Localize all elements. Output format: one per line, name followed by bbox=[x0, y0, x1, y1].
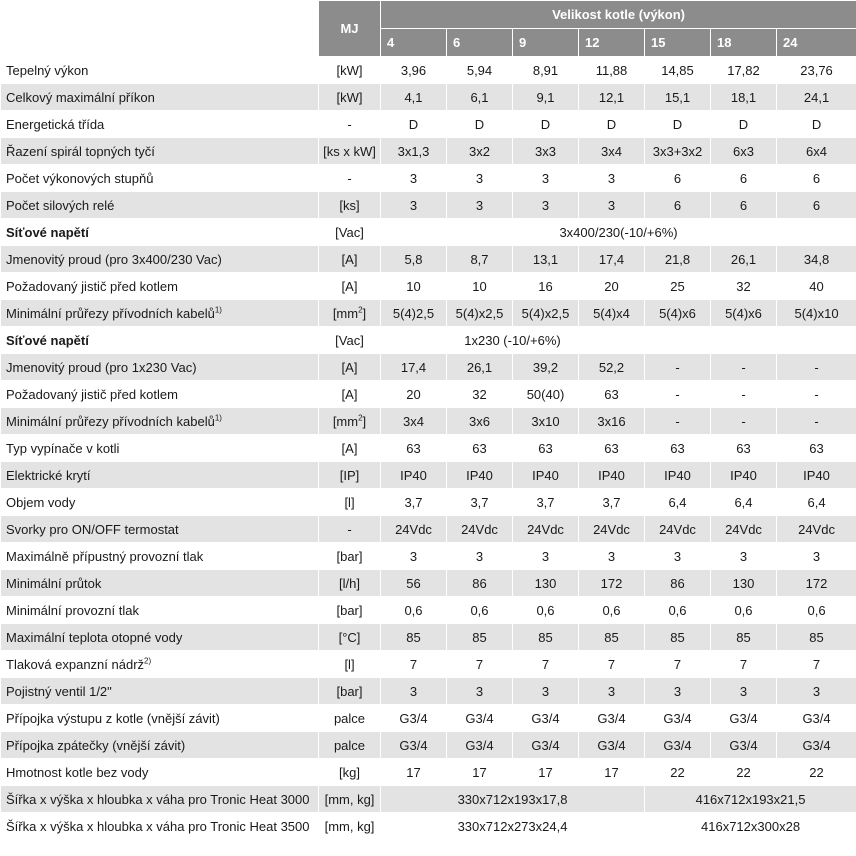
value-cell: 6x3 bbox=[711, 138, 777, 165]
value-cell: 3 bbox=[447, 543, 513, 570]
value-cell: 63 bbox=[513, 435, 579, 462]
table-body bbox=[1, 57, 856, 840]
unit-cell: [ks x kW] bbox=[319, 138, 381, 165]
parameter-name: Jmenovitý proud (pro 1x230 Vac) bbox=[1, 354, 319, 381]
value-cell: 3 bbox=[579, 165, 645, 192]
table-row bbox=[1, 57, 856, 84]
value-cell: G3/4 bbox=[579, 732, 645, 759]
table-row bbox=[1, 192, 856, 219]
value-cell: 18,1 bbox=[711, 84, 777, 111]
value-cell: 3 bbox=[711, 543, 777, 570]
value-cell: 6 bbox=[711, 192, 777, 219]
parameter-name: Energetická třída bbox=[1, 111, 319, 138]
value-cell: D bbox=[513, 111, 579, 138]
value-cell: 7 bbox=[447, 651, 513, 678]
value-cell: 15,1 bbox=[645, 84, 711, 111]
value-cell: 130 bbox=[513, 570, 579, 597]
value-cell: 3,7 bbox=[447, 489, 513, 516]
header-size: 15 bbox=[645, 29, 711, 57]
value-cell: 3 bbox=[513, 543, 579, 570]
value-cell: 24Vdc bbox=[777, 516, 856, 543]
value-cell: 3 bbox=[447, 678, 513, 705]
unit-cell: [bar] bbox=[319, 543, 381, 570]
table-row bbox=[1, 246, 856, 273]
value-cell: 0,6 bbox=[447, 597, 513, 624]
table-row bbox=[1, 111, 856, 138]
footnote-mark: 1) bbox=[214, 413, 222, 423]
value-cell: 3x6 bbox=[447, 408, 513, 435]
table-row bbox=[1, 219, 856, 246]
value-cell: 20 bbox=[381, 381, 447, 408]
unit-cell: [A] bbox=[319, 273, 381, 300]
table-row bbox=[1, 84, 856, 111]
table-row bbox=[1, 273, 856, 300]
value-cell: G3/4 bbox=[711, 732, 777, 759]
value-cell: 3 bbox=[579, 678, 645, 705]
value-cell: G3/4 bbox=[777, 732, 856, 759]
unit-cell: [bar] bbox=[319, 597, 381, 624]
value-cell: G3/4 bbox=[513, 705, 579, 732]
value-cell: 3 bbox=[711, 678, 777, 705]
value-cell: 0,6 bbox=[381, 597, 447, 624]
table-header bbox=[1, 1, 856, 57]
value-cell: 3 bbox=[579, 543, 645, 570]
value-cell: 12,1 bbox=[579, 84, 645, 111]
value-cell: 0,6 bbox=[777, 597, 856, 624]
value-cell: 63 bbox=[447, 435, 513, 462]
value-cell: 50(40) bbox=[513, 381, 579, 408]
merged-value-cell: 416x712x193x21,5 bbox=[645, 786, 856, 813]
unit-cell: [mm, kg] bbox=[319, 813, 381, 840]
value-cell: 14,85 bbox=[645, 57, 711, 84]
table-row bbox=[1, 300, 856, 327]
header-size: 12 bbox=[579, 29, 645, 57]
unit-cell: [Vac] bbox=[319, 219, 381, 246]
value-cell: 26,1 bbox=[711, 246, 777, 273]
parameter-name: Objem vody bbox=[1, 489, 319, 516]
unit-cell: [l] bbox=[319, 651, 381, 678]
value-cell: 23,76 bbox=[777, 57, 856, 84]
value-cell: 26,1 bbox=[447, 354, 513, 381]
parameter-name: Šířka x výška x hloubka x váha pro Tronic Heat 3500 bbox=[1, 813, 319, 840]
value-cell: 3 bbox=[513, 192, 579, 219]
parameter-name: Tepelný výkon bbox=[1, 57, 319, 84]
value-cell: 5(4)x6 bbox=[645, 300, 711, 327]
value-cell: D bbox=[381, 111, 447, 138]
value-cell: 63 bbox=[579, 381, 645, 408]
table-row bbox=[1, 732, 856, 759]
value-cell: 22 bbox=[711, 759, 777, 786]
value-cell: 85 bbox=[711, 624, 777, 651]
value-cell: 10 bbox=[381, 273, 447, 300]
header-mj: MJ bbox=[319, 1, 381, 57]
value-cell: IP40 bbox=[645, 462, 711, 489]
table-row bbox=[1, 489, 856, 516]
value-cell: - bbox=[645, 381, 711, 408]
footnote-mark: 2) bbox=[144, 656, 152, 666]
value-cell: 63 bbox=[777, 435, 856, 462]
parameter-name: Šířka x výška x hloubka x váha pro Tronic Heat 3000 bbox=[1, 786, 319, 813]
unit-cell: palce bbox=[319, 732, 381, 759]
value-cell: 5,8 bbox=[381, 246, 447, 273]
value-cell: 3 bbox=[381, 678, 447, 705]
value-cell: 17 bbox=[579, 759, 645, 786]
value-cell: - bbox=[645, 354, 711, 381]
parameter-name: Síťové napětí bbox=[1, 219, 319, 246]
value-cell: 5(4)x4 bbox=[579, 300, 645, 327]
unit-cell: [A] bbox=[319, 435, 381, 462]
value-cell: 32 bbox=[711, 273, 777, 300]
value-cell: 32 bbox=[447, 381, 513, 408]
table-row bbox=[1, 327, 856, 354]
value-cell: IP40 bbox=[777, 462, 856, 489]
parameter-name: Počet silových relé bbox=[1, 192, 319, 219]
parameter-name: Přípojka výstupu z kotle (vnější závit) bbox=[1, 705, 319, 732]
value-cell: 6,4 bbox=[711, 489, 777, 516]
unit-cell: [kg] bbox=[319, 759, 381, 786]
value-cell: 3x3+3x2 bbox=[645, 138, 711, 165]
value-cell: 85 bbox=[513, 624, 579, 651]
value-cell: 21,8 bbox=[645, 246, 711, 273]
parameter-name: Požadovaný jistič před kotlem bbox=[1, 273, 319, 300]
value-cell: 130 bbox=[711, 570, 777, 597]
merged-value-cell: 1x230 (-10/+6%) bbox=[381, 327, 645, 354]
value-cell: 24Vdc bbox=[447, 516, 513, 543]
table-row bbox=[1, 462, 856, 489]
value-cell: 6 bbox=[777, 192, 856, 219]
value-cell: G3/4 bbox=[777, 705, 856, 732]
parameter-name: Svorky pro ON/OFF termostat bbox=[1, 516, 319, 543]
value-cell: 6,4 bbox=[645, 489, 711, 516]
table-row bbox=[1, 624, 856, 651]
value-cell: D bbox=[777, 111, 856, 138]
value-cell: 86 bbox=[645, 570, 711, 597]
unit-cell: palce bbox=[319, 705, 381, 732]
value-cell: 3 bbox=[381, 192, 447, 219]
value-cell: 13,1 bbox=[513, 246, 579, 273]
table-row bbox=[1, 138, 856, 165]
value-cell: 22 bbox=[777, 759, 856, 786]
value-cell: 63 bbox=[645, 435, 711, 462]
value-cell: 3 bbox=[447, 192, 513, 219]
value-cell: 22 bbox=[645, 759, 711, 786]
value-cell: 5(4)x10 bbox=[777, 300, 856, 327]
value-cell: 6 bbox=[777, 165, 856, 192]
table-row bbox=[1, 786, 856, 813]
value-cell: 3 bbox=[777, 678, 856, 705]
header-size: 4 bbox=[381, 29, 447, 57]
parameter-name: Pojistný ventil 1/2" bbox=[1, 678, 319, 705]
value-cell: 24Vdc bbox=[381, 516, 447, 543]
merged-value-cell: 3x400/230(-10/+6%) bbox=[381, 219, 856, 246]
value-cell: 5(4)x6 bbox=[711, 300, 777, 327]
footnote-mark: 1) bbox=[214, 305, 222, 315]
table-row bbox=[1, 813, 856, 840]
value-cell: 3x16 bbox=[579, 408, 645, 435]
value-cell: 24Vdc bbox=[579, 516, 645, 543]
unit-cell: [°C] bbox=[319, 624, 381, 651]
table-row bbox=[1, 408, 856, 435]
value-cell: 17 bbox=[513, 759, 579, 786]
value-cell: 3 bbox=[381, 543, 447, 570]
unit-cell: - bbox=[319, 516, 381, 543]
table-row bbox=[1, 597, 856, 624]
value-cell: 6,4 bbox=[777, 489, 856, 516]
value-cell: IP40 bbox=[711, 462, 777, 489]
unit-cell: [l] bbox=[319, 489, 381, 516]
unit-cell: [A] bbox=[319, 246, 381, 273]
value-cell: 85 bbox=[645, 624, 711, 651]
parameter-name: Síťové napětí bbox=[1, 327, 319, 354]
value-cell: 3,7 bbox=[513, 489, 579, 516]
header-size: 6 bbox=[447, 29, 513, 57]
table-row bbox=[1, 705, 856, 732]
value-cell: 17,4 bbox=[579, 246, 645, 273]
parameter-name: Minimální provozní tlak bbox=[1, 597, 319, 624]
merged-value-cell: 330x712x273x24,4 bbox=[381, 813, 645, 840]
value-cell: - bbox=[645, 408, 711, 435]
value-cell: 4,1 bbox=[381, 84, 447, 111]
value-cell: 3,7 bbox=[381, 489, 447, 516]
value-cell: IP40 bbox=[447, 462, 513, 489]
value-cell: - bbox=[777, 381, 856, 408]
value-cell: 3x4 bbox=[579, 138, 645, 165]
value-cell: 16 bbox=[513, 273, 579, 300]
table-row bbox=[1, 165, 856, 192]
merged-value-cell: 330x712x193x17,8 bbox=[381, 786, 645, 813]
value-cell: 52,2 bbox=[579, 354, 645, 381]
value-cell: - bbox=[711, 354, 777, 381]
value-cell: 7 bbox=[711, 651, 777, 678]
table-row bbox=[1, 435, 856, 462]
value-cell: 3 bbox=[645, 543, 711, 570]
value-cell: 17,82 bbox=[711, 57, 777, 84]
unit-cell: [Vac] bbox=[319, 327, 381, 354]
parameter-name: Řazení spirál topných tyčí bbox=[1, 138, 319, 165]
value-cell: G3/4 bbox=[447, 705, 513, 732]
unit-cell: [A] bbox=[319, 354, 381, 381]
unit-cell: - bbox=[319, 111, 381, 138]
parameter-name: Tlaková expanzní nádrž$^{2)}$ bbox=[1, 651, 319, 678]
value-cell: G3/4 bbox=[645, 705, 711, 732]
value-cell: 6 bbox=[711, 165, 777, 192]
value-cell: 5(4)2,5 bbox=[381, 300, 447, 327]
value-cell: 3 bbox=[579, 192, 645, 219]
value-cell: 7 bbox=[381, 651, 447, 678]
value-cell: IP40 bbox=[579, 462, 645, 489]
value-cell: 7 bbox=[513, 651, 579, 678]
value-cell: 85 bbox=[579, 624, 645, 651]
parameter-name: Minimální průtok bbox=[1, 570, 319, 597]
value-cell: 24Vdc bbox=[711, 516, 777, 543]
value-cell: 8,7 bbox=[447, 246, 513, 273]
value-cell: IP40 bbox=[513, 462, 579, 489]
value-cell: 0,6 bbox=[645, 597, 711, 624]
value-cell: - bbox=[711, 381, 777, 408]
header-size: 18 bbox=[711, 29, 777, 57]
value-cell: G3/4 bbox=[645, 732, 711, 759]
value-cell: 56 bbox=[381, 570, 447, 597]
unit-cell: [kW] bbox=[319, 57, 381, 84]
value-cell: 172 bbox=[777, 570, 856, 597]
unit-cell: [bar] bbox=[319, 678, 381, 705]
unit-cell: $[mm^2]$ bbox=[319, 408, 381, 435]
value-cell: 5,94 bbox=[447, 57, 513, 84]
value-cell: 7 bbox=[777, 651, 856, 678]
value-cell: 7 bbox=[579, 651, 645, 678]
value-cell: 3,7 bbox=[579, 489, 645, 516]
value-cell: 3 bbox=[513, 678, 579, 705]
parameter-name: Jmenovitý proud (pro 3x400/230 Vac) bbox=[1, 246, 319, 273]
value-cell: D bbox=[645, 111, 711, 138]
value-cell: 24,1 bbox=[777, 84, 856, 111]
value-cell: 3 bbox=[381, 165, 447, 192]
value-cell: 7 bbox=[645, 651, 711, 678]
value-cell: 3x3 bbox=[513, 138, 579, 165]
value-cell: 86 bbox=[447, 570, 513, 597]
value-cell: 3 bbox=[777, 543, 856, 570]
unit-cell: [l/h] bbox=[319, 570, 381, 597]
table-row bbox=[1, 381, 856, 408]
value-cell: 39,2 bbox=[513, 354, 579, 381]
unit-cell: [A] bbox=[319, 381, 381, 408]
header-size-title: Velikost kotle (výkon) bbox=[381, 1, 856, 29]
table-row bbox=[1, 678, 856, 705]
value-cell: 63 bbox=[711, 435, 777, 462]
value-cell: 3x4 bbox=[381, 408, 447, 435]
value-cell: IP40 bbox=[381, 462, 447, 489]
value-cell: G3/4 bbox=[711, 705, 777, 732]
unit-cell: [IP] bbox=[319, 462, 381, 489]
value-cell: 11,88 bbox=[579, 57, 645, 84]
value-cell: 17 bbox=[381, 759, 447, 786]
value-cell: 85 bbox=[777, 624, 856, 651]
value-cell: 24Vdc bbox=[645, 516, 711, 543]
header-size: 9 bbox=[513, 29, 579, 57]
value-cell: 85 bbox=[381, 624, 447, 651]
parameter-name: Počet výkonových stupňů bbox=[1, 165, 319, 192]
value-cell: 3 bbox=[447, 165, 513, 192]
parameter-name: Maximální teplota otopné vody bbox=[1, 624, 319, 651]
table-row bbox=[1, 543, 856, 570]
value-cell: G3/4 bbox=[381, 732, 447, 759]
unit-cell: [kW] bbox=[319, 84, 381, 111]
table-row bbox=[1, 516, 856, 543]
parameter-name: Přípojka zpátečky (vnější závit) bbox=[1, 732, 319, 759]
value-cell: D bbox=[447, 111, 513, 138]
value-cell: G3/4 bbox=[579, 705, 645, 732]
value-cell: 0,6 bbox=[711, 597, 777, 624]
value-cell: 34,8 bbox=[777, 246, 856, 273]
parameter-name: Minimální průřezy přívodních kabelů$^{1)}$ bbox=[1, 408, 319, 435]
value-cell: 3 bbox=[513, 165, 579, 192]
value-cell: G3/4 bbox=[381, 705, 447, 732]
unit-cell: [mm, kg] bbox=[319, 786, 381, 813]
unit-cell: [ks] bbox=[319, 192, 381, 219]
merged-value-cell: 416x712x300x28 bbox=[645, 813, 856, 840]
value-cell: - bbox=[711, 408, 777, 435]
value-cell: 6x4 bbox=[777, 138, 856, 165]
value-cell: 63 bbox=[381, 435, 447, 462]
value-cell: 10 bbox=[447, 273, 513, 300]
header-corner bbox=[1, 1, 319, 57]
table-row bbox=[1, 759, 856, 786]
value-cell: D bbox=[711, 111, 777, 138]
unit-cell: $[mm^2]$ bbox=[319, 300, 381, 327]
value-cell: - bbox=[777, 354, 856, 381]
value-cell: 8,91 bbox=[513, 57, 579, 84]
value-cell: D bbox=[579, 111, 645, 138]
parameter-name: Elektrické krytí bbox=[1, 462, 319, 489]
value-cell: 3x10 bbox=[513, 408, 579, 435]
header-size: 24 bbox=[777, 29, 856, 57]
value-cell: 17,4 bbox=[381, 354, 447, 381]
value-cell: - bbox=[777, 408, 856, 435]
value-cell: 6 bbox=[645, 165, 711, 192]
value-cell: 3 bbox=[645, 678, 711, 705]
value-cell: 6,1 bbox=[447, 84, 513, 111]
value-cell: 3,96 bbox=[381, 57, 447, 84]
table-row bbox=[1, 570, 856, 597]
parameter-name: Minimální průřezy přívodních kabelů$^{1)}$ bbox=[1, 300, 319, 327]
parameter-name: Maximálně přípustný provozní tlak bbox=[1, 543, 319, 570]
unit-cell: - bbox=[319, 165, 381, 192]
value-cell: G3/4 bbox=[513, 732, 579, 759]
value-cell: 9,1 bbox=[513, 84, 579, 111]
value-cell: 3x1,3 bbox=[381, 138, 447, 165]
table-row bbox=[1, 354, 856, 381]
value-cell: 17 bbox=[447, 759, 513, 786]
value-cell: 85 bbox=[447, 624, 513, 651]
parameter-name: Hmotnost kotle bez vody bbox=[1, 759, 319, 786]
value-cell: G3/4 bbox=[447, 732, 513, 759]
value-cell: 6 bbox=[645, 192, 711, 219]
value-cell: 24Vdc bbox=[513, 516, 579, 543]
parameter-name: Celkový maximální příkon bbox=[1, 84, 319, 111]
value-cell: 5(4)x2,5 bbox=[447, 300, 513, 327]
value-cell: 0,6 bbox=[579, 597, 645, 624]
value-cell: 25 bbox=[645, 273, 711, 300]
value-cell: 0,6 bbox=[513, 597, 579, 624]
table-row bbox=[1, 651, 856, 678]
parameter-name: Požadovaný jistič před kotlem bbox=[1, 381, 319, 408]
merged-value-cell bbox=[645, 327, 856, 354]
value-cell: 5(4)x2,5 bbox=[513, 300, 579, 327]
value-cell: 63 bbox=[579, 435, 645, 462]
value-cell: 20 bbox=[579, 273, 645, 300]
parameter-name: Typ vypínače v kotli bbox=[1, 435, 319, 462]
value-cell: 40 bbox=[777, 273, 856, 300]
value-cell: 172 bbox=[579, 570, 645, 597]
value-cell: 3x2 bbox=[447, 138, 513, 165]
